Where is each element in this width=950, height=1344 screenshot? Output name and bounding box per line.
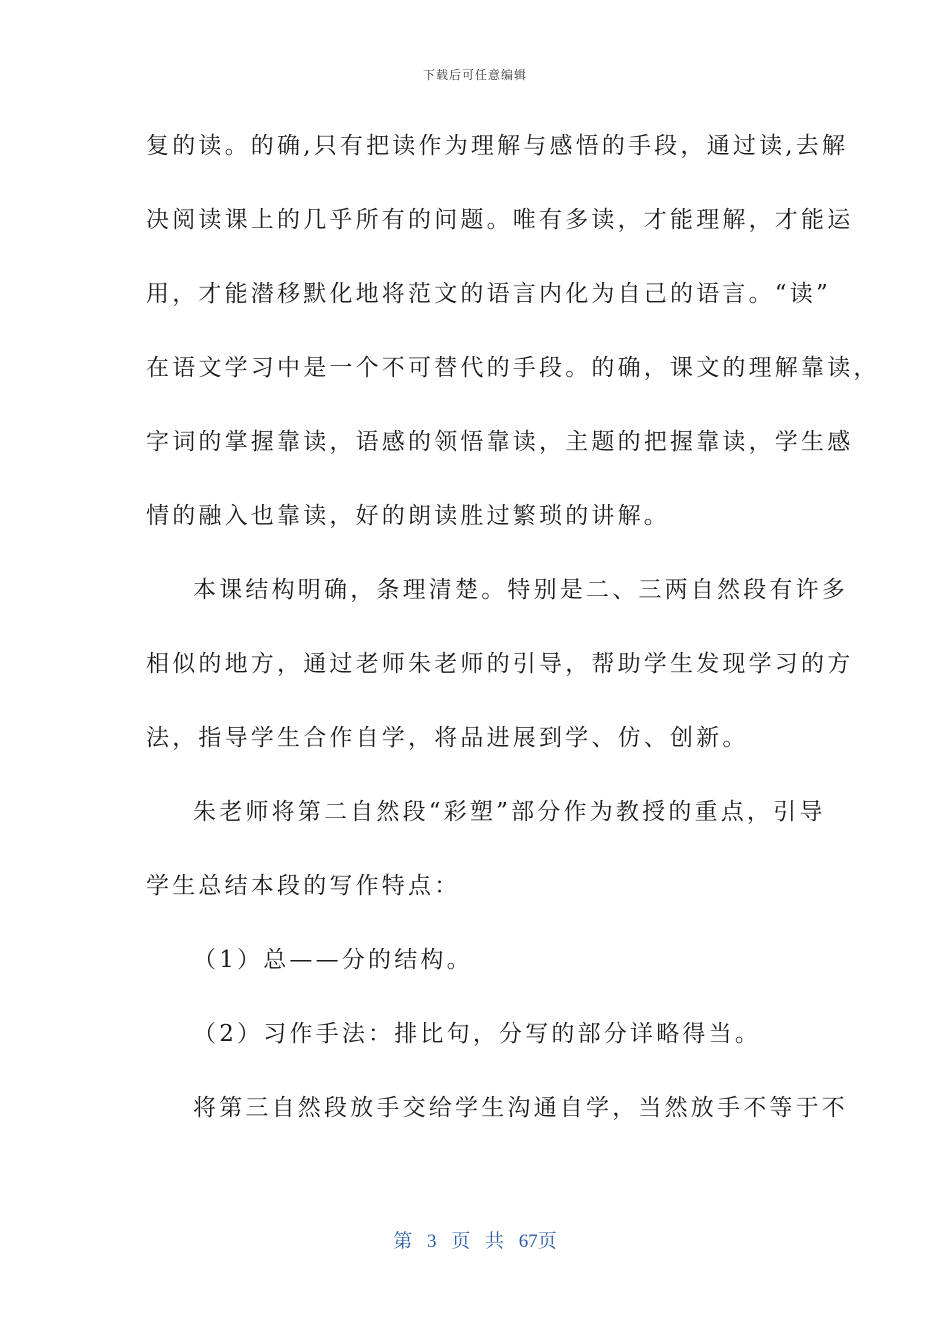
body-line: 决阅读课上的几乎所有的问题。唯有多读，才能理解，才能运 <box>146 207 854 233</box>
list-item: （1）总——分的结构。 <box>193 947 473 973</box>
page-footer <box>0 1226 950 1253</box>
paragraph-start-line: 朱老师将第二自然段“彩塑”部分作为教授的重点，引导 <box>193 799 826 825</box>
body-line: 复的读。的确,只有把读作为理解与感悟的手段，通过读,去解 <box>146 133 849 159</box>
body-line: 在语文学习中是一个不可替代的手段。的确，课文的理解靠读， <box>146 355 880 381</box>
body-line: 相似的地方，通过老师朱老师的引导，帮助学生发现学习的方 <box>146 651 854 677</box>
total-prefix: 共 <box>485 1231 505 1252</box>
body-line: 用，才能潜移默化地将范文的语言内化为自己的语言。“读” <box>146 281 831 307</box>
document-body <box>146 118 880 1154</box>
body-line: 情的融入也靠读，好的朗读胜过繁琐的讲解。 <box>146 503 670 529</box>
body-line: 字词的掌握靠读，语感的领悟靠读，主题的把握靠读，学生感 <box>146 429 854 455</box>
page-word: 页 <box>451 1231 471 1252</box>
current-page-number: 3 <box>426 1231 437 1252</box>
paragraph-start-line: 本课结构明确，条理清楚。特别是二、三两自然段有许多 <box>193 577 848 603</box>
paragraph-start-line: 将第三自然段放手交给学生沟通自学，当然放手不等于不 <box>193 1095 848 1121</box>
body-line: 学生总结本段的写作特点： <box>146 873 461 899</box>
list-item: （2）习作手法：排比句，分写的部分详略得当。 <box>193 1021 762 1047</box>
header-note: 下载后可任意编辑 <box>422 68 527 82</box>
total-pages: 67页 <box>518 1231 557 1252</box>
page-prefix: 第 <box>393 1231 413 1252</box>
body-line: 法，指导学生合作自学，将品进展到学、仿、创新。 <box>146 725 749 751</box>
